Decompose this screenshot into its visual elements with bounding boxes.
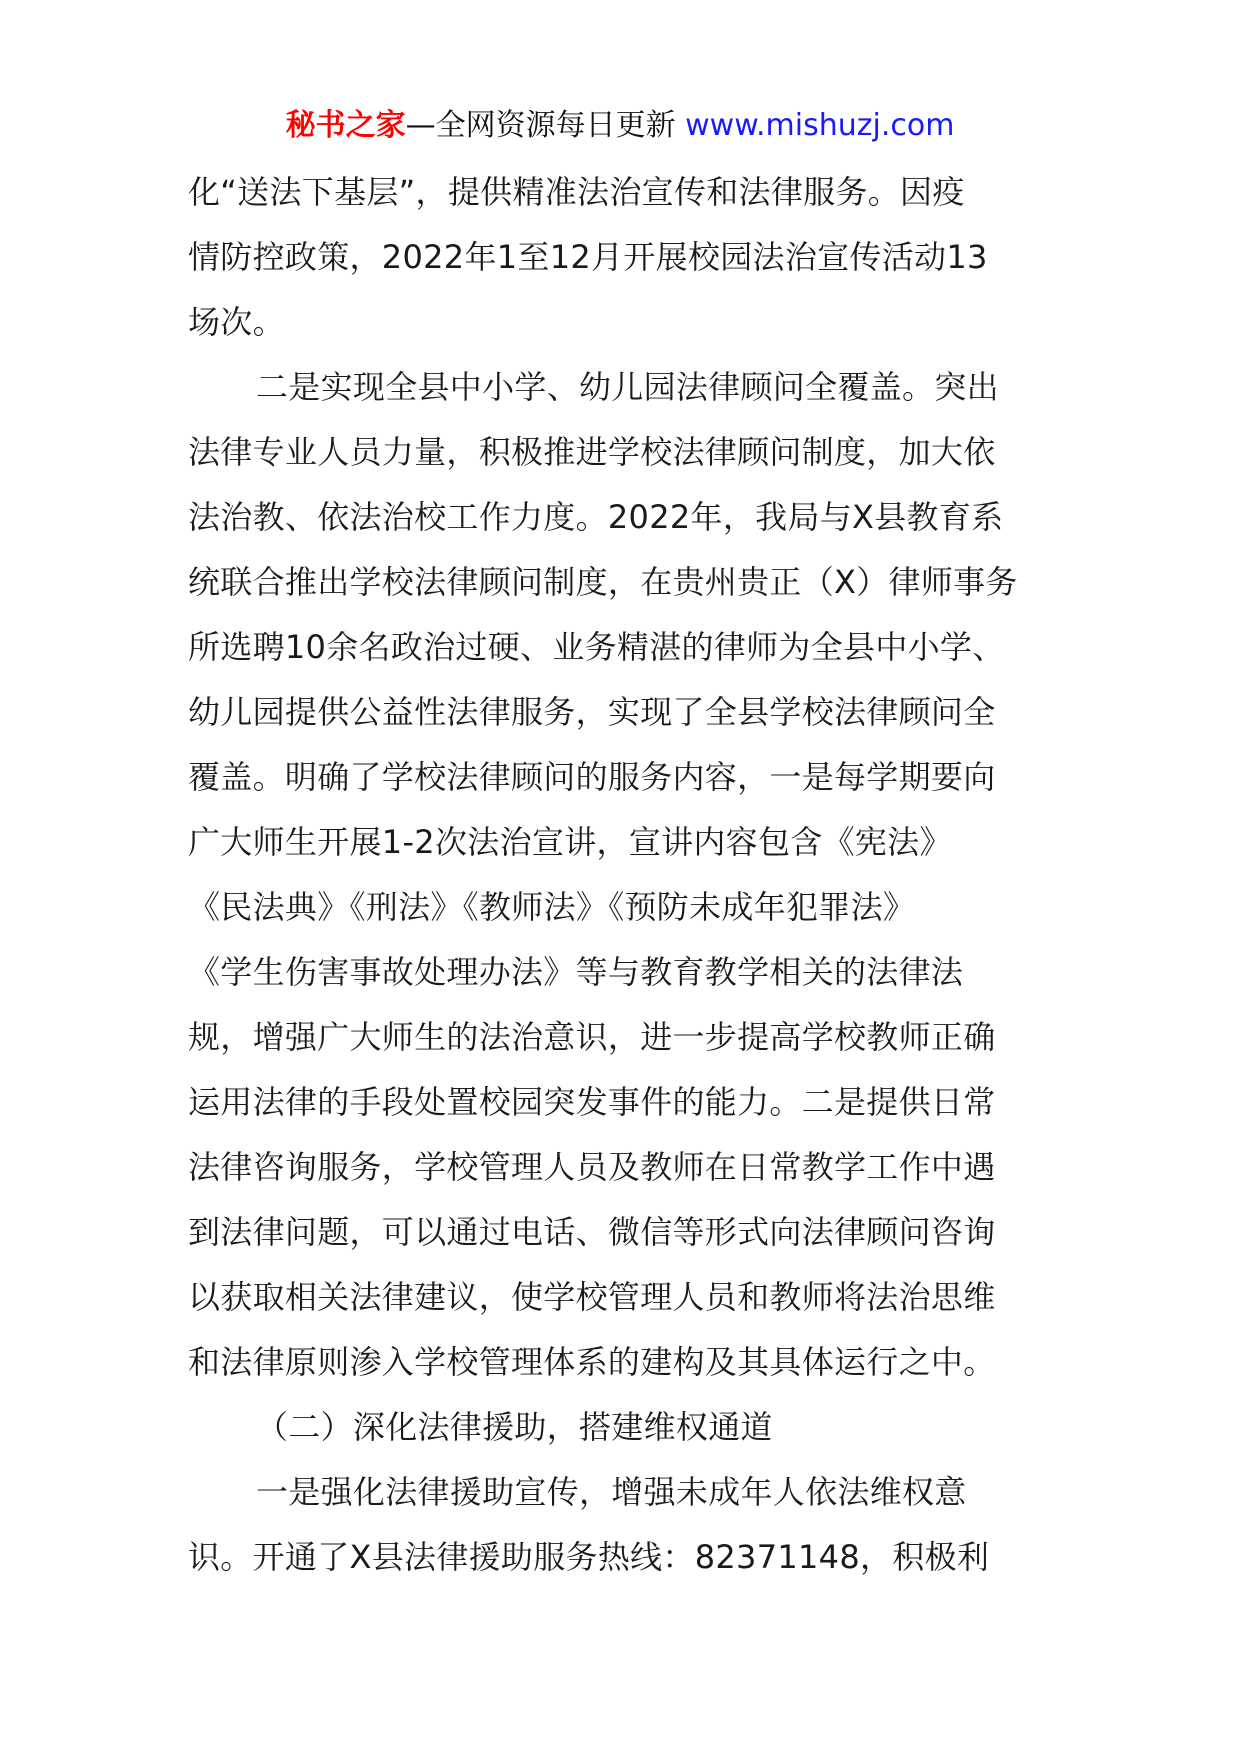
site-url[interactable]: www.mishuzj.com xyxy=(685,108,955,143)
body-line: 规，增强广大师生的法治意识，进一步提高学校教师正确 xyxy=(188,1018,996,1056)
body-line: 幼儿园提供公益性法律服务，实现了全县学校法律顾问全 xyxy=(188,693,996,731)
site-tagline: —全网资源每日更新 xyxy=(405,108,676,143)
body-line: 法律专业人员力量，积极推进学校法律顾问制度，加大依 xyxy=(188,433,996,471)
body-line: 识。开通了X县法律援助服务热线：82371148，积极利 xyxy=(188,1538,990,1576)
body-line: 运用法律的手段处置校园突发事件的能力。二是提供日常 xyxy=(188,1083,996,1121)
body-line: 以获取相关法律建议，使学校管理人员和教师将法治思维 xyxy=(188,1278,996,1316)
body-line: 场次。 xyxy=(188,303,285,341)
body-line: 法律咨询服务，学校管理人员及教师在日常教学工作中遇 xyxy=(188,1148,996,1186)
body-line: 到法律问题，可以通过电话、微信等形式向法律顾问咨询 xyxy=(188,1213,996,1251)
body-line: 统联合推出学校法律顾问制度，在贵州贵正（X）律师事务 xyxy=(188,563,1018,601)
body-line: 法治教、依法治校工作力度。2022年，我局与X县教育系 xyxy=(188,498,1004,536)
body-line: 《民法典》《刑法》《教师法》《预防未成年犯罪法》 xyxy=(188,888,916,926)
body-line: 《学生伤害事故处理办法》等与教育教学相关的法律法 xyxy=(188,953,964,991)
paragraph-start-line: 一是强化法律援助宣传，增强未成年人依法维权意 xyxy=(256,1473,967,1511)
body-line: 和法律原则渗入学校管理体系的建构及其具体运行之中。 xyxy=(188,1343,996,1381)
body-line: 广大师生开展1-2次法治宣讲，宣讲内容包含《宪法》 xyxy=(188,823,952,861)
site-header xyxy=(0,104,1240,148)
site-brand: 秘书之家 xyxy=(285,108,406,143)
body-line: 覆盖。明确了学校法律顾问的服务内容，一是每学期要向 xyxy=(188,758,996,796)
section-heading: （二）深化法律援助，搭建维权通道 xyxy=(256,1408,773,1446)
body-line: 化“送法下基层”，提供精准法治宣传和法律服务。因疫 xyxy=(188,173,965,211)
body-line: 情防控政策，2022年1至12月开展校园法治宣传活动13 xyxy=(188,238,988,276)
document-body xyxy=(188,160,1058,1590)
paragraph-start-line: 二是实现全县中小学、幼儿园法律顾问全覆盖。突出 xyxy=(256,368,999,406)
body-line: 所选聘10余名政治过硬、业务精湛的律师为全县中小学、 xyxy=(188,628,1005,666)
